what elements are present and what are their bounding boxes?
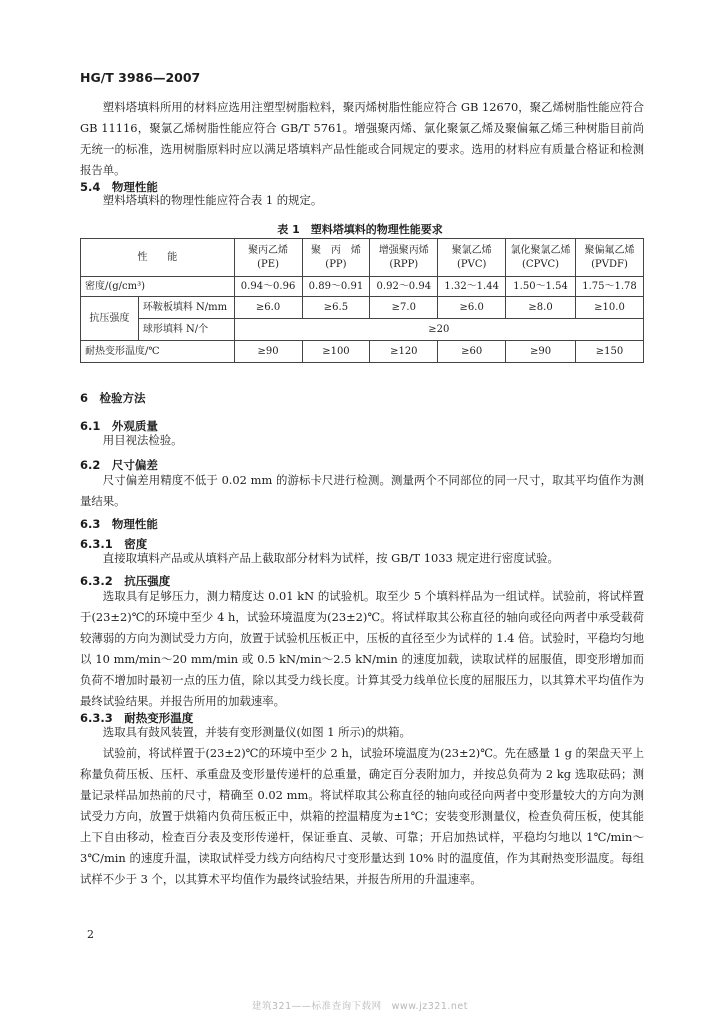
- page-number: 2: [87, 928, 94, 941]
- material-abbr: (PP): [325, 258, 347, 270]
- material-column-header: [302, 239, 370, 277]
- table-cell: 1.32～1.44: [438, 277, 506, 297]
- material-abbr: (CPVC): [522, 258, 560, 270]
- material-name: 聚氯乙烯: [451, 244, 492, 256]
- table-cell: ≥6.0: [234, 297, 302, 319]
- section-6-3-3-text-1: 选取具有鼓风装置，并装有变形测量仪(如图 1 所示)的烘箱。: [102, 725, 411, 739]
- table-cell: 0.89～0.91: [302, 277, 370, 297]
- ball-value: ≥20: [234, 319, 643, 341]
- material-column-header: [576, 239, 644, 277]
- material-name: 氯化聚氯乙烯: [510, 244, 571, 256]
- table-header-row: [81, 239, 644, 277]
- material-abbr: (PVC): [456, 258, 487, 270]
- table-cell: ≥8.0: [506, 297, 576, 319]
- watermark-footer: 建筑321——标准查询下载网 www.jz321.net: [252, 1001, 468, 1012]
- section-6-1-text: 用目视法检验。: [102, 433, 183, 447]
- table-cell: ≥90: [506, 341, 576, 363]
- density-label: 密度/(g/cm³): [81, 277, 235, 297]
- table-cell: ≥7.0: [370, 297, 438, 319]
- density-row: [81, 277, 644, 297]
- section-6-heading: 6 检验方法: [80, 391, 146, 405]
- material-name: 聚偏氟乙烯: [584, 244, 635, 256]
- section-6-3-3-heading: 6.3.3 耐热变形温度: [80, 711, 194, 725]
- section-6-3-1-heading: 6.3.1 密度: [80, 537, 148, 551]
- compressive-ring-row: [81, 297, 644, 319]
- section-5-4-heading: 5.4 物理性能: [80, 180, 158, 194]
- table-cell: 0.94～0.96: [234, 277, 302, 297]
- property-header: 性 能: [81, 239, 235, 277]
- table-cell: ≥10.0: [576, 297, 644, 319]
- material-name: 聚丙乙烯: [248, 244, 289, 256]
- section-6-2-heading: 6.2 尺寸偏差: [80, 458, 158, 472]
- table-cell: ≥120: [370, 341, 438, 363]
- table-cell: ≥150: [576, 341, 644, 363]
- material-name: 增强聚丙烯: [378, 244, 429, 256]
- table-cell: 1.75～1.78: [576, 277, 644, 297]
- table-cell: 0.92～0.94: [370, 277, 438, 297]
- physical-properties-table: [80, 238, 644, 363]
- material-paragraph: 塑料塔填料所用的材料应选用注塑型树脂粒料，聚丙烯树脂性能应符合 GB 12670，聚乙烯树脂性能应符合 GB 11116，聚氯乙烯树脂性能应符合 GB/T 5761。增强聚丙烯、氯化聚氯乙烯及聚偏氟乙烯三种树脂目前尚无统一的标准，选用树脂原料时应以满足塔填料产品性能或合同规定的要求。选用的材料应有质量合格证和检测报告单。: [80, 100, 644, 177]
- material-abbr: (RPP): [389, 258, 419, 270]
- heat-row: [81, 341, 644, 363]
- material-abbr: (PVDF): [591, 258, 628, 270]
- section-5-4-text: 塑料塔填料的物理性能应符合表 1 的规定。: [102, 193, 323, 207]
- table-cell: 1.50～1.54: [506, 277, 576, 297]
- material-abbr: (PE): [257, 258, 279, 270]
- section-6-3-2-heading: 6.3.2 抗压强度: [80, 574, 171, 588]
- section-6-3-1-text: 直接取填料产品或从填料产品上截取部分材料为试样，按 GB/T 1033 规定进行密度试验。: [102, 551, 559, 565]
- compressive-label: 抗压强度: [81, 297, 139, 341]
- section-6-3-heading: 6.3 物理性能: [80, 517, 158, 531]
- table-cell: ≥6.5: [302, 297, 370, 319]
- section-6-1-heading: 6.1 外观质量: [80, 419, 158, 433]
- compressive-ball-row: [81, 319, 644, 341]
- section-6-2-text: 尺寸偏差用精度不低于 0.02 mm 的游标卡尺进行检测。测量两个不同部位的同一尺寸，取其平均值作为测量结果。: [80, 473, 644, 508]
- heat-label: 耐热变形温度/℃: [81, 341, 235, 363]
- material-column-header: [438, 239, 506, 277]
- material-column-header: [506, 239, 576, 277]
- table-cell: ≥6.0: [438, 297, 506, 319]
- table-cell: ≥90: [234, 341, 302, 363]
- table-cell: ≥60: [438, 341, 506, 363]
- material-column-header: [370, 239, 438, 277]
- ring-label: 环鞍板填料 N/mm: [138, 297, 234, 319]
- section-6-3-3-text-2: 试验前，将试样置于(23±2)℃的环境中至少 2 h，试验环境温度为(23±2)℃。先在感量 1 g 的架盘天平上称量负荷压板、压杆、承重盘及变形量传递杆的总重量，确定百分表附加力，并按总负荷为 2 kg 选取砝码；测量记录样品加热前的尺寸，精确至 0.02 mm。将试样取其公称直径的轴向或径向两者中变形量较大的方向为测试受力方向，放置于烘箱内负荷压板正中，烘箱的控温精度为±1℃；安装变形测量仪，检查负荷压板，使其能上下自由移动，检查百分表及变形传递杆，保证垂直、灵敏、可靠；开启加热试样，平稳均匀地以 1℃/min～3℃/min 的速度升温，读取试样受力线方向结构尺寸变形量达到 10% 时的温度值，作为其耐热变形温度。每组试样不少于 3 个，以其算术平均值作为最终试验结果，并报告所用的升温速率。: [80, 746, 644, 886]
- ball-label: 球形填料 N/个: [138, 319, 234, 341]
- table-1-caption: 表 1 塑料塔填料的物理性能要求: [277, 223, 443, 236]
- section-6-3-2-text: 选取具有足够压力，测力精度达 0.01 kN 的试验机。取至少 5 个填料样品为一组试样。试验前，将试样置于(23±2)℃的环境中至少 4 h，试验环境温度为(23±2)℃。将试样取其公称直径的轴向或径向两者中承受载荷较薄弱的方向为测试受力方向，放置于试验机压板正中，压板的直径至少为试样的 1.4 倍。试验时，平稳均匀地以 10 mm/min～20 mm/min 或 0.5 kN/min～2.5 kN/min 的速度加载，读取试样的屈服值，即变形增加而负荷不增加时最初一点的压力值，除以其受力线长度。计算其受力线单位长度的屈服压力，以其算术平均值作为最终试验结果。并报告所用的加载速率。: [80, 589, 644, 708]
- material-name: 聚 丙 烯: [310, 244, 361, 256]
- standard-number: HG/T 3986—2007: [80, 70, 201, 85]
- table-cell: ≥100: [302, 341, 370, 363]
- material-column-header: [234, 239, 302, 277]
